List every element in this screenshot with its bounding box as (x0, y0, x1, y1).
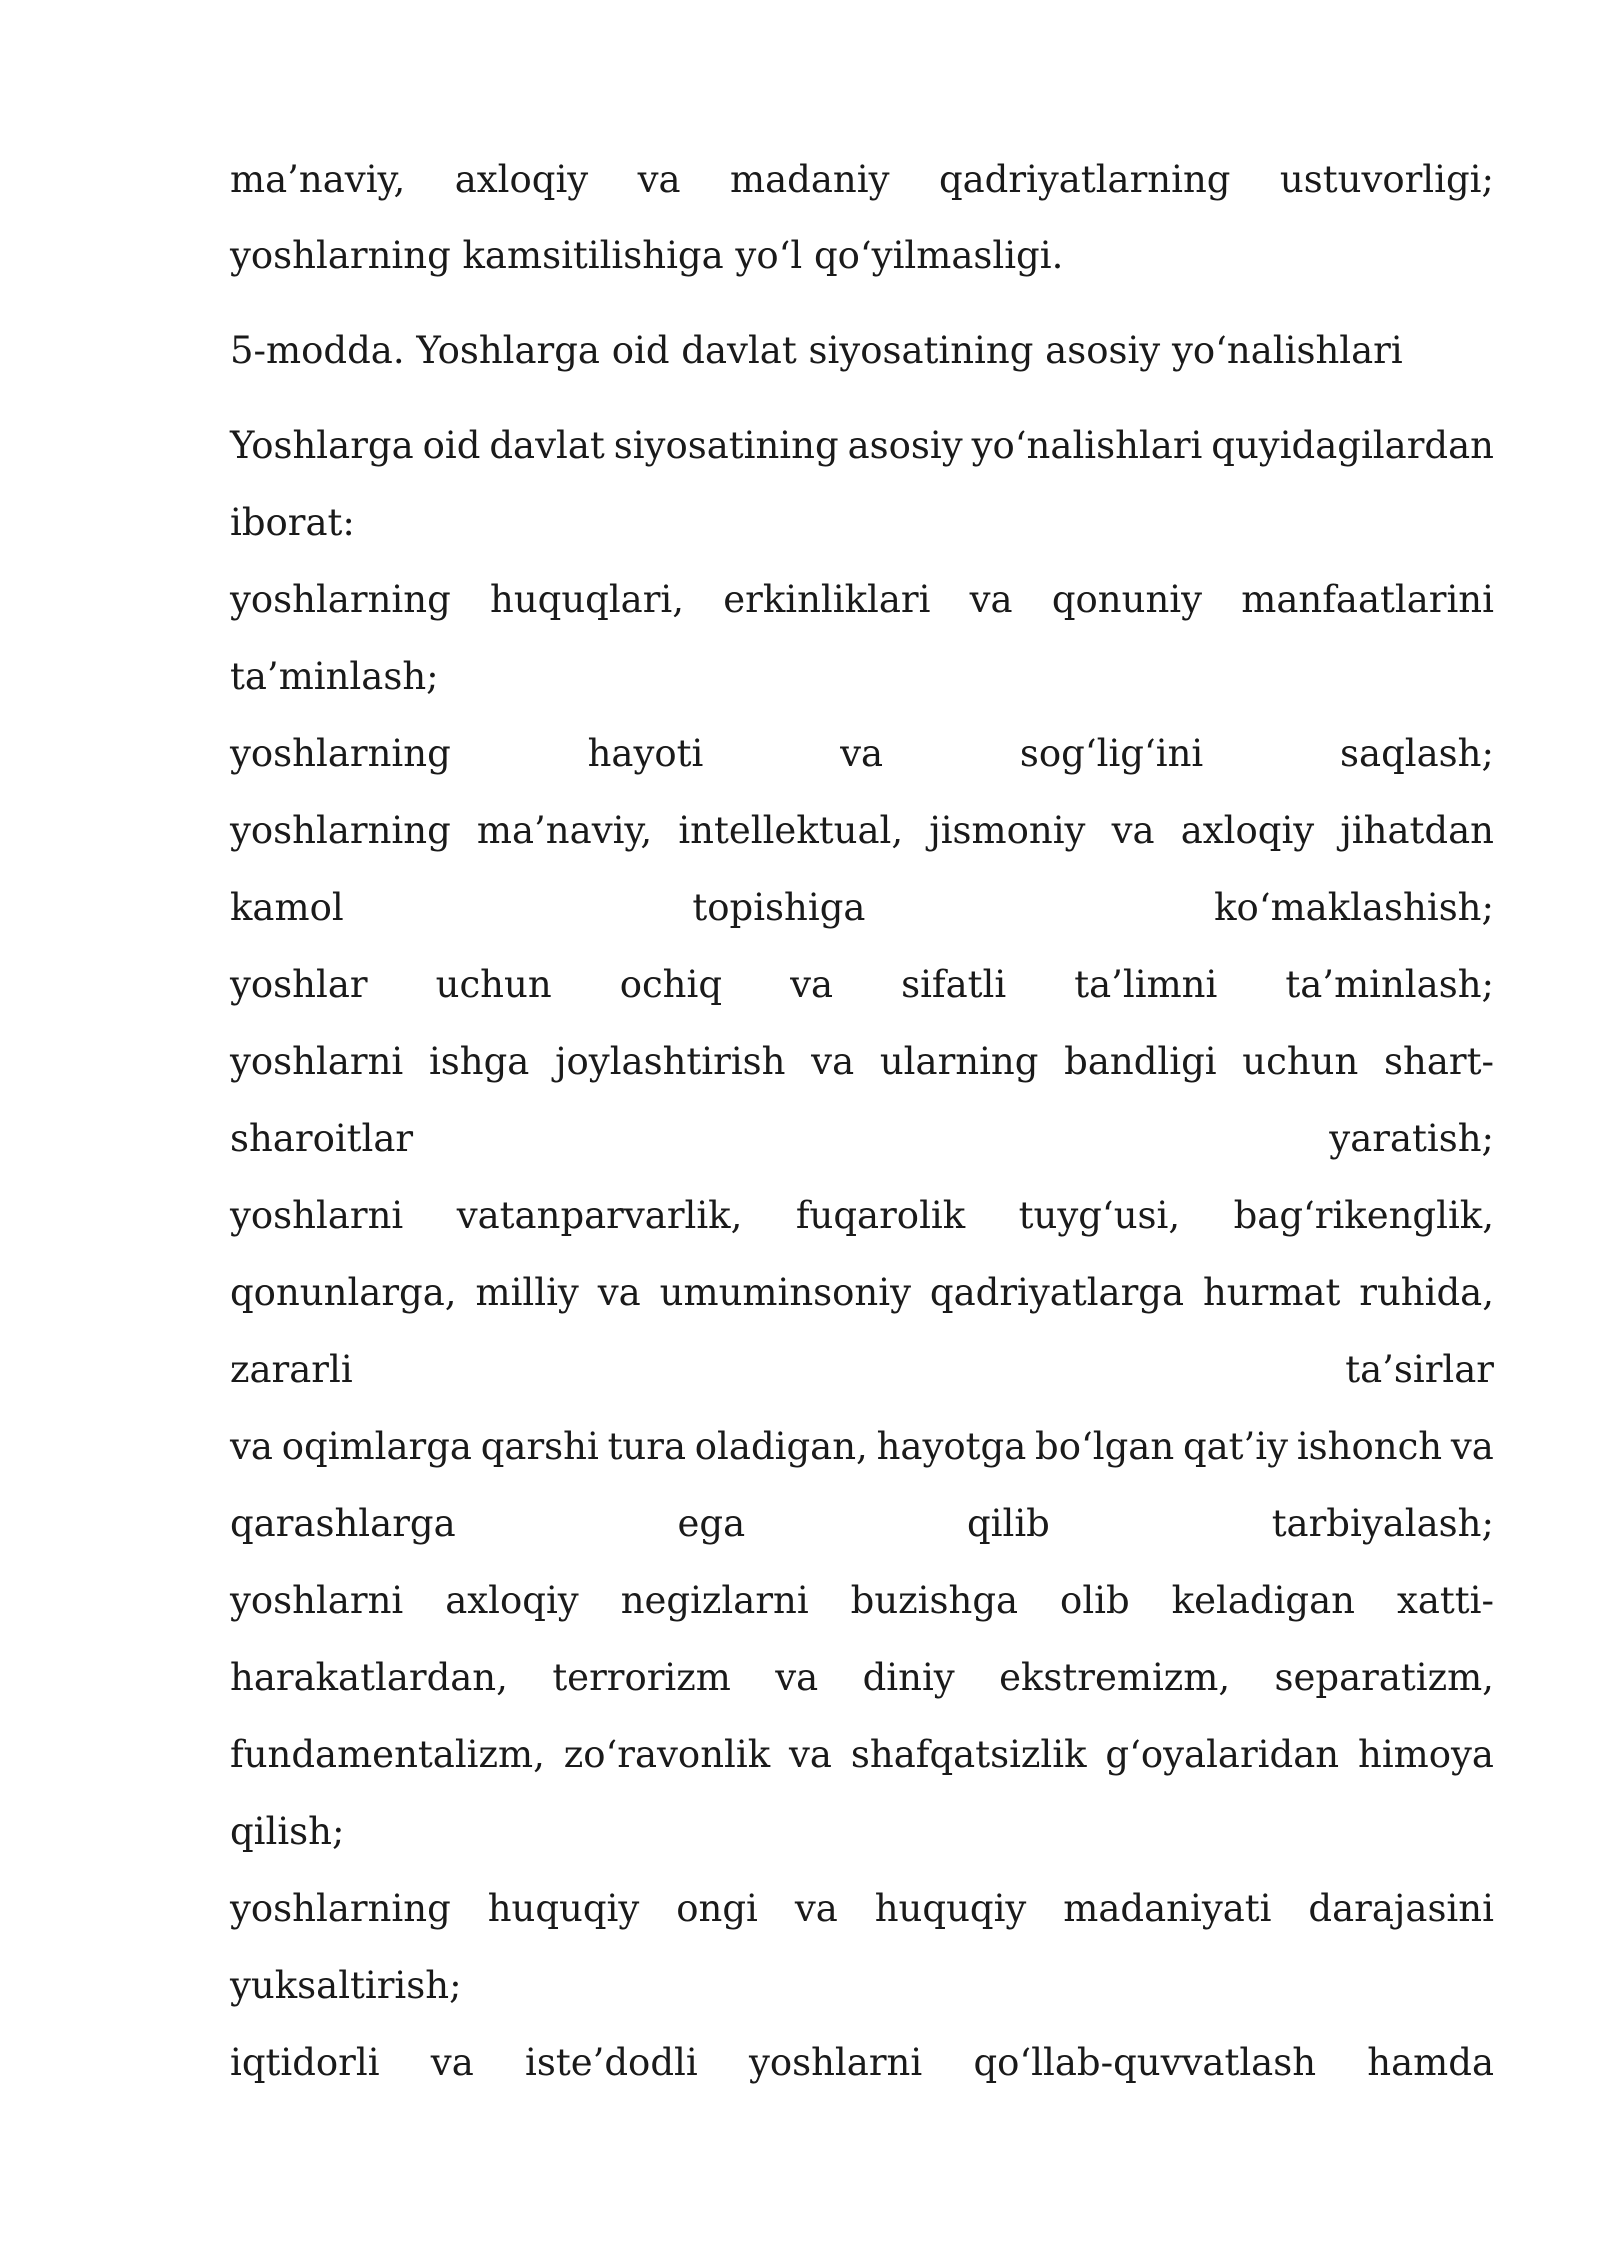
word: axloqiy (454, 158, 589, 201)
list-item-line (230, 1032, 1494, 1092)
word: ma’naviy, (230, 158, 406, 201)
word: ochiq (619, 963, 723, 1006)
list-item-line (230, 1340, 1494, 1400)
word: saqlash; (1340, 732, 1494, 775)
word: terrorizm (552, 1656, 731, 1699)
word: yoshlarni (230, 1040, 404, 1083)
word: va (775, 1656, 819, 1699)
word: topishiga (692, 886, 866, 929)
word: intellektual, (678, 809, 904, 852)
word: va (230, 1425, 273, 1468)
word: joylashtirish (555, 1040, 786, 1083)
word: va (1111, 809, 1155, 852)
word: ishga (428, 1040, 530, 1083)
word: ongi (676, 1887, 758, 1930)
word: ega (677, 1502, 746, 1545)
word: ma’naviy, (476, 809, 653, 852)
word: g‘oyalaridan (1105, 1733, 1340, 1776)
word: va (789, 1733, 832, 1776)
word: oid (422, 424, 481, 467)
text-line (230, 416, 1494, 476)
word: vatanparvarlik, (456, 1194, 743, 1237)
list-item-line (230, 1571, 1494, 1631)
word: hurmat (1202, 1271, 1341, 1314)
word: oqimlarga (281, 1425, 472, 1468)
word: va (790, 963, 834, 1006)
word: ustuvorligi; (1279, 158, 1494, 201)
word: harakatlardan, (230, 1656, 508, 1699)
word: qonuniy (1051, 578, 1203, 621)
word: yoshlarning (230, 732, 451, 775)
word: quyidagilardan (1211, 424, 1494, 467)
word: va (969, 578, 1013, 621)
word: qarashlarga (230, 1502, 456, 1545)
word: uchun (435, 963, 552, 1006)
word: darajasini (1308, 1887, 1494, 1930)
list-item-line (230, 955, 1494, 1015)
list-item-line: ta’minlash; (230, 655, 439, 698)
text-line: yoshlarning kamsitilishiga yo‘l qo‘yilmasligi. (230, 234, 1064, 277)
list-item-line (230, 878, 1494, 938)
list-item-line (230, 570, 1494, 630)
word: fuqarolik (795, 1194, 966, 1237)
list-item-line (230, 2033, 1494, 2093)
word: kamol (230, 886, 344, 929)
word: ta’minlash; (1285, 963, 1494, 1006)
word: jismoniy (929, 809, 1086, 852)
word: uchun (1242, 1040, 1359, 1083)
word: axloqiy (1180, 809, 1315, 852)
list-item-line: yuksaltirish; (230, 1964, 462, 2007)
word: yoshlarni (230, 1579, 404, 1622)
word: zararli (230, 1348, 353, 1391)
word: himoya (1357, 1733, 1494, 1776)
list-item-line (230, 1263, 1494, 1323)
list-item-line (230, 801, 1494, 861)
word: yoshlarning (230, 578, 451, 621)
word: ruhida, (1359, 1271, 1494, 1314)
list-item-line (230, 1648, 1494, 1708)
word: qonunlarga, (230, 1271, 457, 1314)
word: erkinliklari (723, 578, 931, 621)
word: zo‘ravonlik (563, 1733, 771, 1776)
list-item-line (230, 1417, 1494, 1477)
word: iste’dodli (525, 2041, 698, 2084)
word: qadriyatlarga (929, 1271, 1185, 1314)
word: yoshlarni (748, 2041, 923, 2084)
word: ekstremizm, (999, 1656, 1231, 1699)
word: diniy (862, 1656, 955, 1699)
text-line (230, 150, 1494, 210)
word: sharoitlar (230, 1117, 414, 1160)
word: huquqiy (487, 1887, 640, 1930)
list-item-line (230, 1879, 1494, 1939)
word: negizlarni (620, 1579, 809, 1622)
word: milliy (475, 1271, 579, 1314)
word: hayotga (876, 1425, 1027, 1468)
word: oladigan, (694, 1425, 868, 1468)
word: va (430, 2041, 474, 2084)
word: tarbiyalash; (1271, 1502, 1494, 1545)
word: bandligi (1064, 1040, 1217, 1083)
word: iqtidorli (230, 2041, 380, 2084)
word: qat’iy (1182, 1425, 1289, 1468)
word: shart- (1384, 1040, 1494, 1083)
text-line: iborat: (230, 501, 355, 544)
word: huquqiy (874, 1887, 1027, 1930)
word: ta’limni (1074, 963, 1218, 1006)
list-item-line (230, 724, 1494, 784)
word: asosiy (847, 424, 963, 467)
word: va (840, 732, 884, 775)
word: manfaatlarini (1241, 578, 1494, 621)
word: olib (1060, 1579, 1130, 1622)
word: yo‘nalishlari (971, 424, 1203, 467)
word: madaniyati (1063, 1887, 1272, 1930)
word: ta’sirlar (1345, 1348, 1494, 1391)
word: madaniy (730, 158, 890, 201)
word: ishonch (1296, 1425, 1443, 1468)
word: separatizm, (1274, 1656, 1494, 1699)
word: siyosatining (613, 424, 839, 467)
word: davlat (489, 424, 605, 467)
word: hayoti (587, 732, 704, 775)
word: qilib (966, 1502, 1050, 1545)
word: bag‘rikenglik, (1233, 1194, 1494, 1237)
word: yoshlarning (230, 809, 451, 852)
word: yoshlar (230, 963, 368, 1006)
word: yoshlarning (230, 1887, 451, 1930)
list-item-line (230, 1109, 1494, 1169)
word: qarshi (480, 1425, 599, 1468)
word: hamda (1367, 2041, 1494, 2084)
word: va (794, 1887, 838, 1930)
list-item-line (230, 1494, 1494, 1554)
word: xatti- (1396, 1579, 1494, 1622)
word: tuyg‘usi, (1018, 1194, 1181, 1237)
list-item-line (230, 1186, 1494, 1246)
word: va (597, 1271, 641, 1314)
word: fundamentalizm, (230, 1733, 545, 1776)
word: keladigan (1171, 1579, 1355, 1622)
word: umuminsoniy (659, 1271, 911, 1314)
word: jihatdan (1340, 809, 1494, 852)
word: huquqlari, (489, 578, 685, 621)
word: ko‘maklashish; (1214, 886, 1494, 929)
word: sog‘lig‘ini (1019, 732, 1204, 775)
word: yoshlarni (230, 1194, 404, 1237)
word: tura (607, 1425, 687, 1468)
word: yaratish; (1329, 1117, 1494, 1160)
word: shafqatsizlik (850, 1733, 1087, 1776)
word: bo‘lgan (1035, 1425, 1175, 1468)
word: va (637, 158, 681, 201)
word: va (1450, 1425, 1494, 1468)
word: Yoshlarga (230, 424, 414, 467)
word: ularning (879, 1040, 1039, 1083)
word: qadriyatlarning (938, 158, 1231, 201)
word: axloqiy (445, 1579, 579, 1622)
word: sifatli (901, 963, 1007, 1006)
word: qo‘llab-quvvatlash (973, 2041, 1317, 2084)
word: buzishga (850, 1579, 1019, 1622)
word: va (811, 1040, 855, 1083)
list-item-line: qilish; (230, 1810, 345, 1853)
article-heading: 5-modda. Yoshlarga oid davlat siyosatining asosiy yo‘nalishlari (230, 329, 1403, 372)
list-item-line (230, 1725, 1494, 1785)
